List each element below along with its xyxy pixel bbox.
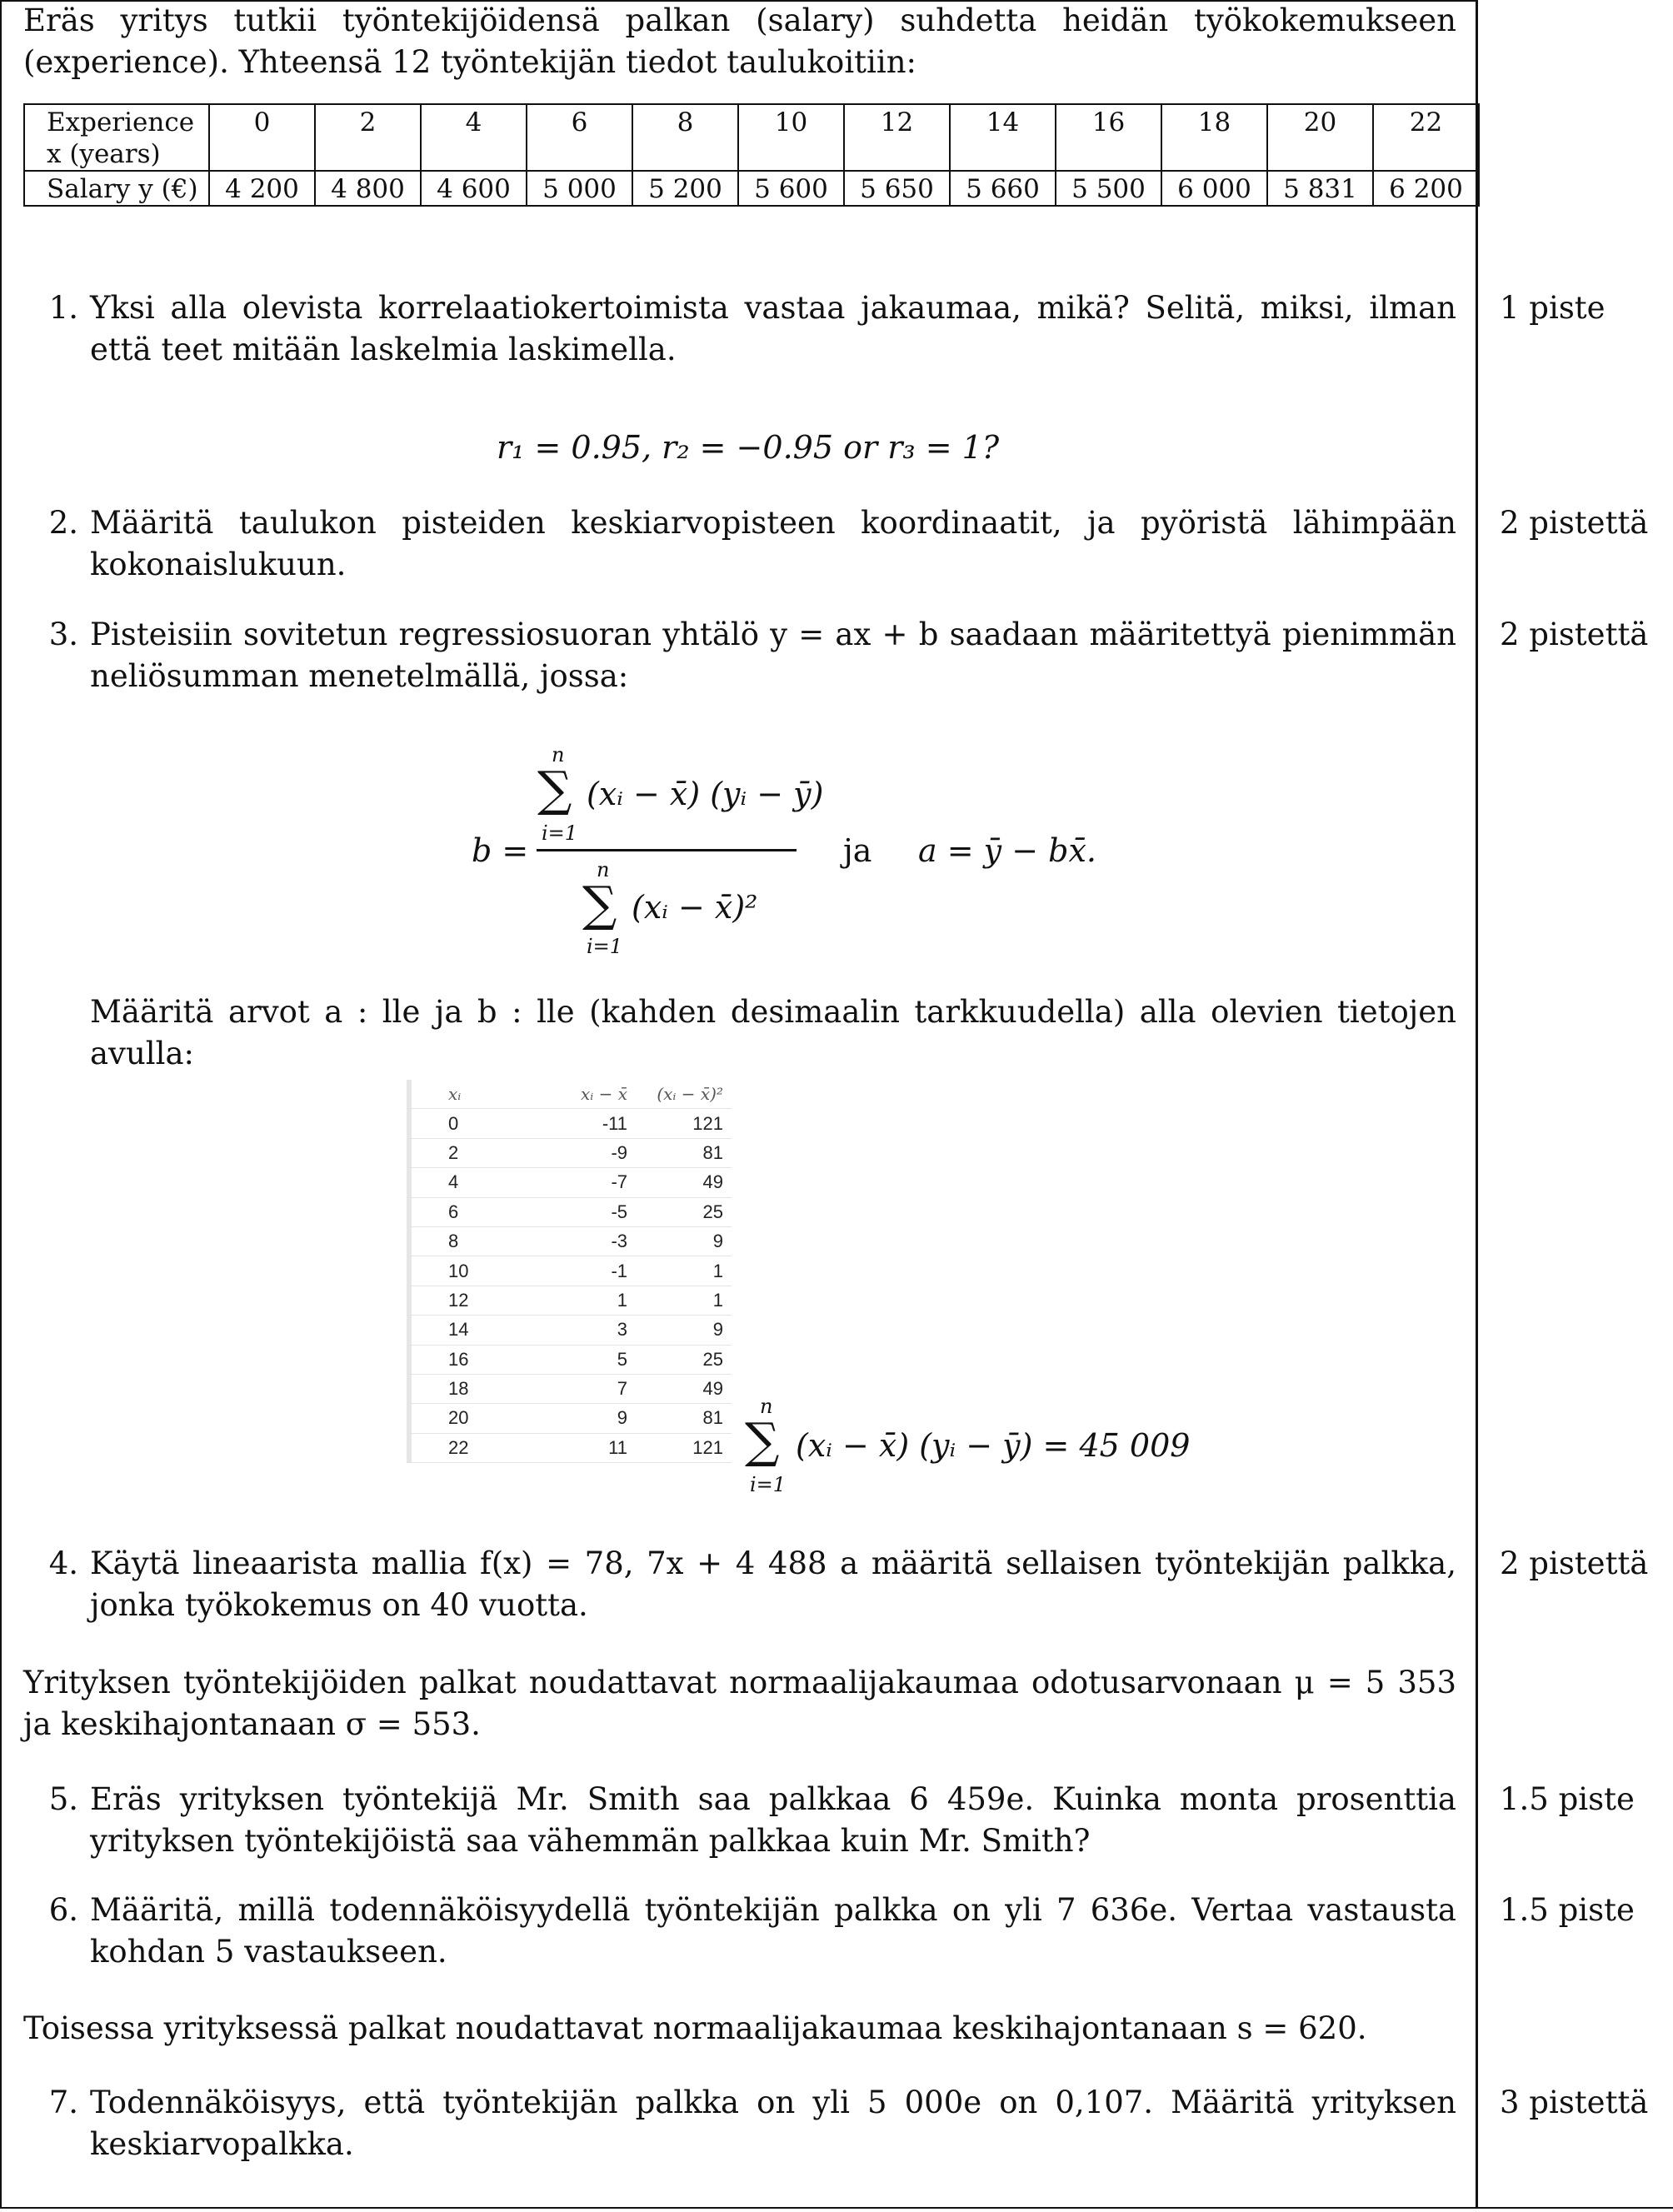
question-points: 1.5 piste bbox=[1500, 1892, 1635, 1928]
table-row bbox=[407, 1433, 732, 1462]
question-number: 5. bbox=[48, 1781, 78, 1817]
sum-symbol: ∑ bbox=[745, 1412, 780, 1469]
y-cell: 5 200 bbox=[632, 171, 738, 206]
sheet-cell: 22 bbox=[407, 1433, 523, 1462]
formula-b-label: b = bbox=[472, 832, 529, 869]
sum-lower-limit: i=1 bbox=[542, 821, 578, 845]
question-text: Käytä lineaarista mallia f(x) = 78, 7x + 4 488 a määritä sellaisen työntekijän palkka, jonka työkokemus on 40 vuotta. bbox=[90, 1545, 1456, 1623]
sheet-cell: 8 bbox=[407, 1226, 523, 1256]
sheet-cell: 5 bbox=[523, 1345, 636, 1374]
sheet-cell: 16 bbox=[407, 1345, 523, 1374]
y-cell: 5 500 bbox=[1056, 171, 1161, 206]
x-cell: 14 bbox=[950, 104, 1056, 171]
spreadsheet-table bbox=[407, 1080, 732, 1463]
question-number: 7. bbox=[48, 2085, 78, 2120]
question-text: Määritä taulukon pisteiden keskiarvopisteen koordinaatit, ja pyöristä lähimpään kokonaislukuun. bbox=[90, 505, 1456, 582]
denominator: (xᵢ − x̄)² bbox=[632, 889, 758, 926]
sheet-cell: -9 bbox=[523, 1138, 636, 1167]
sum-lower-limit: i=1 bbox=[750, 1473, 787, 1496]
question-number: 3. bbox=[48, 617, 78, 652]
sheet-cell: 2 bbox=[407, 1138, 523, 1167]
sheet-cell: 25 bbox=[636, 1345, 732, 1374]
sheet-cell: 18 bbox=[407, 1374, 523, 1403]
sheet-cell: 10 bbox=[407, 1256, 523, 1286]
question-number: 2. bbox=[48, 505, 78, 541]
spreadsheet-header-row bbox=[407, 1080, 732, 1109]
sheet-cell: 3 bbox=[523, 1316, 636, 1345]
question-points: 2 pistettä bbox=[1500, 617, 1649, 652]
question-text: Todennäköisyys, että työntekijän palkka on yli 5 000e on 0,107. Määritä yrityksen keskiarvopalkka. bbox=[90, 2085, 1456, 2162]
q3-instruction: Määritä arvot a : lle ja b : lle (kahden desimaalin tarkkuudella) alla olevien tietojen avulla: bbox=[90, 994, 1456, 1071]
sum-upper-limit: n bbox=[552, 743, 565, 766]
question-number: 6. bbox=[48, 1892, 78, 1928]
sheet-cell: 9 bbox=[523, 1404, 636, 1433]
sheet-cell: 1 bbox=[636, 1286, 732, 1315]
table-row bbox=[407, 1109, 732, 1138]
sum-upper-limit: n bbox=[597, 858, 610, 881]
sheet-cell: 81 bbox=[636, 1404, 732, 1433]
points-column-bottom bbox=[1476, 2207, 1673, 2209]
question-points: 1 piste bbox=[1500, 290, 1606, 326]
sheet-cell: 11 bbox=[523, 1433, 636, 1462]
ja-word: ja bbox=[843, 832, 872, 869]
sheet-header: xᵢ − x̄ bbox=[523, 1080, 636, 1109]
sheet-cell: 1 bbox=[523, 1286, 636, 1315]
x-cell: 20 bbox=[1267, 104, 1373, 171]
sheet-cell: 14 bbox=[407, 1316, 523, 1345]
y-cell: 6 000 bbox=[1161, 171, 1267, 206]
question-number: 4. bbox=[48, 1545, 78, 1581]
second-company-paragraph: Toisessa yrityksessä palkat noudattavat normaalijakaumaa keskihajontanaan s = 620. bbox=[23, 2010, 1367, 2046]
experience-row bbox=[24, 104, 1479, 171]
fraction-line bbox=[537, 849, 797, 851]
sum-lower-limit: i=1 bbox=[587, 935, 623, 958]
y-cell: 4 600 bbox=[421, 171, 527, 206]
table-row bbox=[407, 1226, 732, 1256]
sum-result: (xᵢ − x̄) (yᵢ − ȳ) = 45 009 bbox=[796, 1427, 1191, 1464]
question-points: 2 pistettä bbox=[1500, 1545, 1649, 1581]
table-row bbox=[407, 1168, 732, 1197]
question-points: 2 pistettä bbox=[1500, 505, 1649, 541]
table-row bbox=[407, 1138, 732, 1167]
y-cell: 5 650 bbox=[844, 171, 950, 206]
sheet-cell: 1 bbox=[636, 1256, 732, 1286]
normal-distribution-paragraph: Yrityksen työntekijöiden palkat noudattavat normaalijakaumaa odotusarvonaan μ = 5 353 ja keskihajontanaan σ = 553. bbox=[23, 1665, 1456, 1742]
x-cell: 0 bbox=[209, 104, 315, 171]
x-cell: 6 bbox=[527, 104, 632, 171]
sheet-cell: 25 bbox=[636, 1197, 732, 1226]
sheet-cell: -3 bbox=[523, 1226, 636, 1256]
table-row bbox=[407, 1374, 732, 1403]
sheet-cell: 121 bbox=[636, 1433, 732, 1462]
sheet-cell: 6 bbox=[407, 1197, 523, 1226]
x-cell: 22 bbox=[1373, 104, 1479, 171]
table-row bbox=[407, 1256, 732, 1286]
x-cell: 10 bbox=[738, 104, 844, 171]
sheet-cell: 121 bbox=[636, 1109, 732, 1138]
question-points: 3 pistettä bbox=[1500, 2085, 1649, 2120]
numerator: (xᵢ − x̄) (yᵢ − ȳ) bbox=[587, 776, 824, 812]
table-row bbox=[407, 1345, 732, 1374]
sheet-cell: -7 bbox=[523, 1168, 636, 1197]
y-cell: 4 800 bbox=[315, 171, 421, 206]
formula-a: a = ȳ − bx̄. bbox=[918, 832, 1096, 869]
sheet-cell: 49 bbox=[636, 1168, 732, 1197]
y-cell: 5 000 bbox=[527, 171, 632, 206]
question-text: Eräs yrityksen työntekijä Mr. Smith saa palkkaa 6 459e. Kuinka monta prosenttia yrityksen työntekijöistä saa vähemmän palkkaa kuin Mr. Smith? bbox=[90, 1781, 1456, 1859]
x-cell: 2 bbox=[315, 104, 421, 171]
table-row bbox=[407, 1316, 732, 1345]
x-cell: 16 bbox=[1056, 104, 1161, 171]
sheet-cell: 81 bbox=[636, 1138, 732, 1167]
question-text: Pisteisiin sovitetun regressiosuoran yhtälö y = ax + b saadaan määritettyä pienimmän neliösumman menetelmällä, jossa: bbox=[90, 617, 1456, 694]
sheet-cell: 12 bbox=[407, 1286, 523, 1315]
sum-symbol: ∑ bbox=[582, 876, 617, 932]
y-cell: 5 600 bbox=[738, 171, 844, 206]
sheet-cell: -5 bbox=[523, 1197, 636, 1226]
x-cell: 18 bbox=[1161, 104, 1267, 171]
table-row bbox=[407, 1197, 732, 1226]
data-table bbox=[23, 103, 1480, 207]
question-text: Yksi alla olevista korrelaatiokertoimista vastaa jakaumaa, mikä? Selitä, miksi, ilman että teet mitään laskelmia laskimella. bbox=[90, 290, 1456, 367]
sheet-header: xᵢ bbox=[407, 1080, 523, 1109]
question-number: 1. bbox=[48, 290, 78, 326]
sheet-cell: 9 bbox=[636, 1226, 732, 1256]
x-cell: 8 bbox=[632, 104, 738, 171]
question-points: 1.5 piste bbox=[1500, 1781, 1635, 1817]
sheet-cell: -11 bbox=[523, 1109, 636, 1138]
question-text: Määritä, millä todennäköisyydellä työntekijän palkka on yli 7 636e. Vertaa vastausta kohdan 5 vastaukseen. bbox=[90, 1892, 1456, 1970]
sum-upper-limit: n bbox=[760, 1395, 773, 1418]
sheet-header: (xᵢ − x̄)² bbox=[636, 1080, 732, 1109]
correlation-options: r₁ = 0.95, r₂ = −0.95 or r₃ = 1? bbox=[497, 429, 1000, 466]
salary-row bbox=[24, 171, 1479, 206]
table-row bbox=[407, 1404, 732, 1433]
x-cell: 12 bbox=[844, 104, 950, 171]
x-cell: 4 bbox=[421, 104, 527, 171]
table-row bbox=[407, 1286, 732, 1315]
experience-header: Experience x (years) bbox=[24, 104, 209, 171]
intro-text: Eräs yritys tutkii työntekijöidensä palkan (salary) suhdetta heidän työkokemukseen (experience). Yhteensä 12 työntekijän tiedot taulukoitiin: bbox=[23, 2, 1456, 80]
points-column-divider bbox=[1476, 0, 1478, 2209]
sheet-cell: 49 bbox=[636, 1374, 732, 1403]
y-cell: 5 660 bbox=[950, 171, 1056, 206]
sheet-cell: 7 bbox=[523, 1374, 636, 1403]
sheet-cell: 4 bbox=[407, 1168, 523, 1197]
sheet-cell: 20 bbox=[407, 1404, 523, 1433]
y-cell: 6 200 bbox=[1373, 171, 1479, 206]
sum-symbol: ∑ bbox=[537, 761, 572, 817]
y-cell: 5 831 bbox=[1267, 171, 1373, 206]
sheet-cell: 9 bbox=[636, 1316, 732, 1345]
sheet-cell: 0 bbox=[407, 1109, 523, 1138]
salary-header: Salary y (€) bbox=[24, 171, 209, 206]
y-cell: 4 200 bbox=[209, 171, 315, 206]
sheet-cell: -1 bbox=[523, 1256, 636, 1286]
